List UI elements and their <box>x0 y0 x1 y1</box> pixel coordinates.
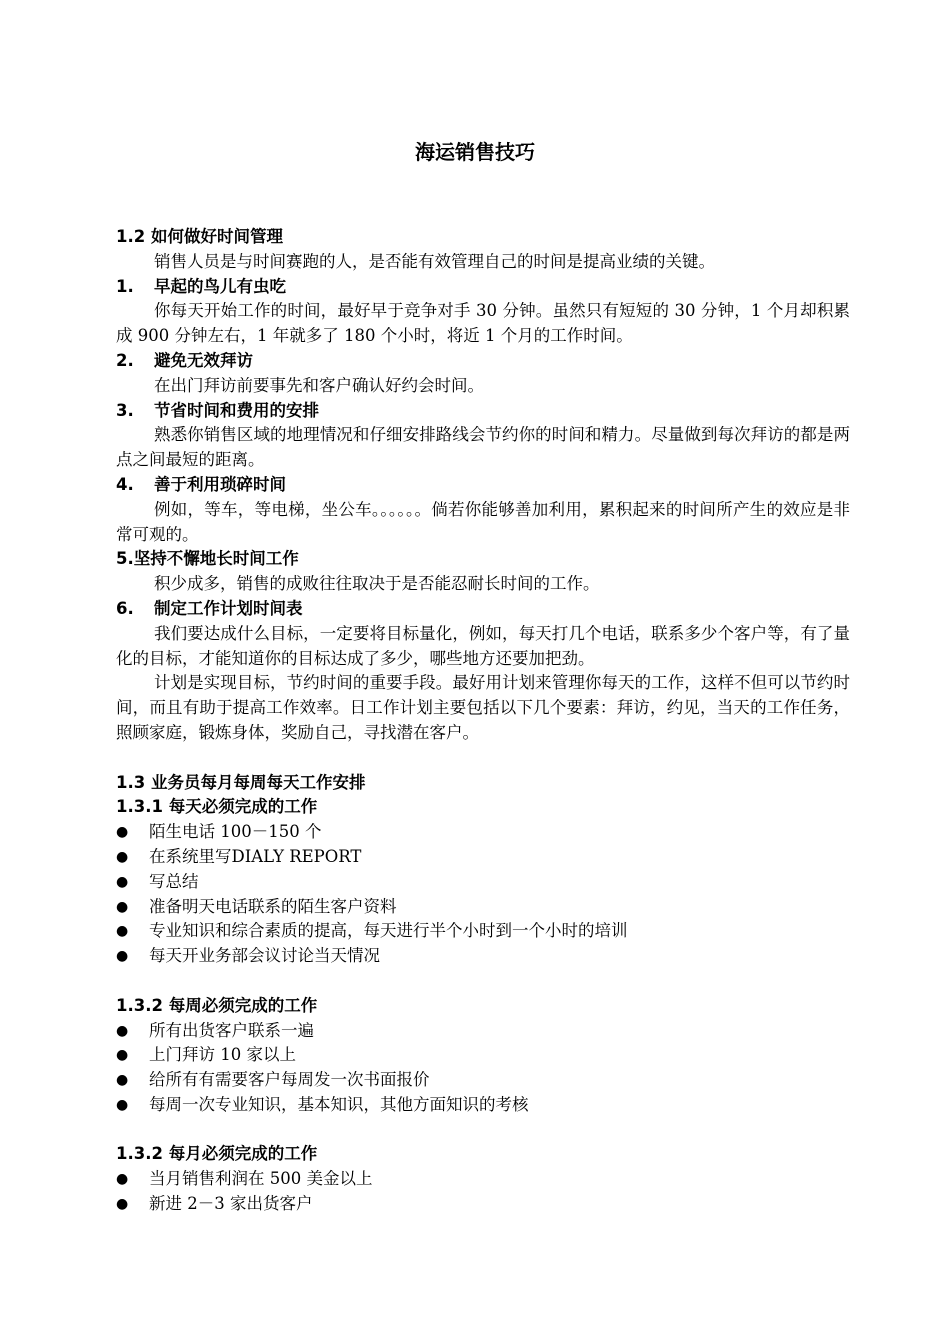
weekly-heading: 1.3.2 每周必须完成的工作 <box>116 995 318 1015</box>
item-1-number: 1. <box>116 276 134 296</box>
list-item-text: 准备明天电话联系的陌生客户资料 <box>149 896 397 916</box>
item-5-title: 坚持不懈地长时间工作 <box>133 549 299 569</box>
list-item <box>116 870 850 895</box>
list-item <box>116 944 850 969</box>
list-item <box>116 1093 850 1118</box>
section-1-3-heading: 1.3 业务员每月每周每天工作安排 <box>116 772 366 792</box>
list-item-text: 当月销售利润在 500 美金以上 <box>149 1169 373 1189</box>
list-item-text: 陌生电话 100－150 个 <box>149 822 322 842</box>
list-item-text: 专业知识和综合素质的提高，每天进行半个小时到一个小时的培训 <box>149 921 628 941</box>
section-1-2-heading: 1.2 如何做好时间管理 <box>116 227 283 246</box>
bullet-icon: ● <box>116 898 129 915</box>
document-title: 海运销售技巧 <box>415 140 535 164</box>
list-item-text: 每天开业务部会议讨论当天情况 <box>149 946 380 966</box>
document-body <box>116 225 850 1217</box>
item-6-number: 6. <box>116 598 134 618</box>
list-item-text: 所有出货客户联系一遍 <box>149 1020 314 1040</box>
item-2-body: 在出门拜访前要事先和客户确认好约会时间。 <box>154 375 484 395</box>
spacer <box>116 746 850 771</box>
list-item <box>116 1167 850 1192</box>
list-item-text: 写总结 <box>149 871 199 891</box>
list-item-text: 给所有有需要客户每周发一次书面报价 <box>149 1070 430 1090</box>
item-6-title: 制定工作计划时间表 <box>154 598 303 618</box>
weekly-list <box>116 1019 850 1118</box>
list-item-text: 在系统里写DIALY REPORT <box>149 846 362 866</box>
list-item-text: 新进 2－3 家出货客户 <box>149 1194 313 1214</box>
item-1-heading <box>116 275 850 300</box>
bullet-icon: ● <box>116 873 129 890</box>
item-6-heading <box>116 597 850 622</box>
bullet-icon: ● <box>116 923 129 940</box>
monthly-list <box>116 1167 850 1217</box>
bullet-icon: ● <box>116 1047 129 1064</box>
bullet-icon: ● <box>116 824 129 841</box>
item-3-body: 熟悉你销售区域的地理情况和仔细安排路线会节约你的时间和精力。尽量做到每次拜访的都是两点之间最短的距离。 <box>116 425 850 470</box>
item-4-body: 例如，等车，等电梯，坐公车。。。。。。倘若你能够善加利用，累积起来的时间所产生的效应是非常可观的。 <box>116 499 850 544</box>
daily-list <box>116 820 850 969</box>
item-6-body: 我们要达成什么目标，一定要将目标量化，例如，每天打几个电话，联系多少个客户等，有了量化的目标，才能知道你的目标达成了多少，哪些地方还要加把劲。 <box>116 623 850 668</box>
list-item <box>116 845 850 870</box>
item-2-number: 2. <box>116 350 134 370</box>
bullet-icon: ● <box>116 948 129 965</box>
item-2-heading <box>116 349 850 374</box>
item-4-title: 善于利用琐碎时间 <box>154 474 286 494</box>
item-3-title: 节省时间和费用的安排 <box>154 400 319 420</box>
list-item <box>116 1068 850 1093</box>
bullet-icon: ● <box>116 1072 129 1089</box>
item-2-title: 避免无效拜访 <box>154 350 253 370</box>
item-3-heading <box>116 399 850 424</box>
item-5-heading <box>116 547 850 572</box>
bullet-icon: ● <box>116 1171 129 1188</box>
spacer <box>116 1118 850 1143</box>
item-4-heading <box>116 473 850 498</box>
item-1-body: 你每天开始工作的时间，最好早于竞争对手 30 分钟。虽然只有短短的 30 分钟，1 个月却积累成 900 分钟左右，1 年就多了 180 个小时，将近 1 个月的工作时间。 <box>116 301 850 346</box>
list-item <box>116 1019 850 1044</box>
item-5-number: 5. <box>116 549 134 569</box>
bullet-icon: ● <box>116 1096 129 1113</box>
section-1-2-intro: 销售人员是与时间赛跑的人，是否能有效管理自己的时间是提高业绩的关键。 <box>154 251 715 271</box>
bullet-icon: ● <box>116 848 129 865</box>
item-3-number: 3. <box>116 400 134 420</box>
list-item <box>116 820 850 845</box>
list-item <box>116 919 850 944</box>
bullet-icon: ● <box>116 1022 129 1039</box>
item-4-number: 4. <box>116 474 134 494</box>
item-1-title: 早起的鸟儿有虫吃 <box>154 276 286 296</box>
spacer <box>116 969 850 994</box>
list-item <box>116 895 850 920</box>
item-6-body-2: 计划是实现目标，节约时间的重要手段。最好用计划来管理你每天的工作，这样不但可以节约时间，而且有助于提高工作效率。日工作计划主要包括以下几个要素：拜访，约见，当天的工作任务，照顾家庭，锻炼身体，奖励自己，寻找潜在客户。 <box>116 673 850 742</box>
list-item-text: 每周一次专业知识，基本知识，其他方面知识的考核 <box>149 1094 529 1114</box>
list-item <box>116 1043 850 1068</box>
monthly-heading: 1.3.2 每月必须完成的工作 <box>116 1144 318 1164</box>
bullet-icon: ● <box>116 1196 129 1213</box>
item-5-body: 积少成多，销售的成败往往取决于是否能忍耐长时间的工作。 <box>154 574 600 594</box>
daily-heading: 1.3.1 每天必须完成的工作 <box>116 797 318 817</box>
list-item-text: 上门拜访 10 家以上 <box>149 1045 296 1065</box>
list-item <box>116 1192 850 1217</box>
